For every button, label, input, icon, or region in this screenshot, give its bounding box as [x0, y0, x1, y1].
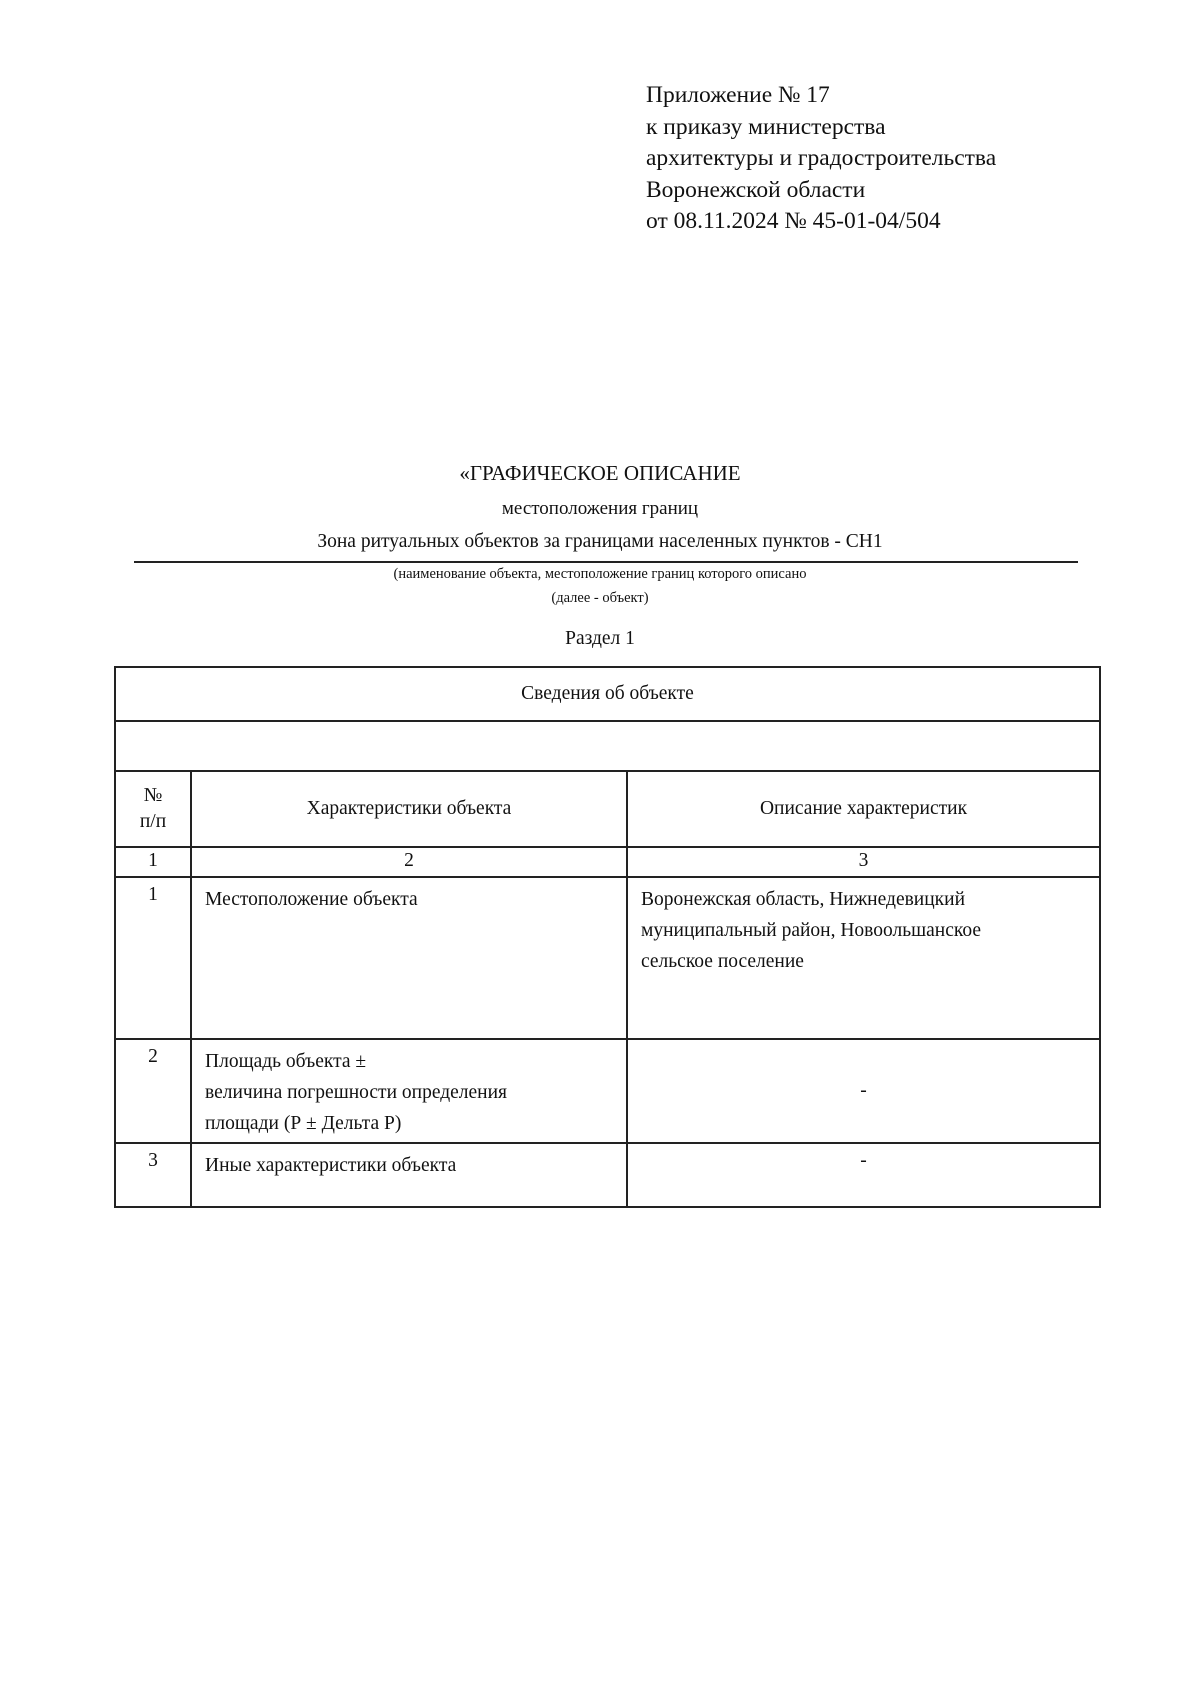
appendix-line: от 08.11.2024 № 45-01-04/504 — [646, 208, 941, 234]
table-row — [115, 1039, 1100, 1143]
row-characteristic — [191, 877, 627, 1039]
row-number: 2 — [115, 1039, 191, 1143]
appendix-line: Воронежской области — [646, 176, 866, 203]
row-description: - — [627, 1143, 1100, 1207]
row-characteristic-line: Площадь объекта ± — [205, 1051, 367, 1072]
row-description: - — [627, 1039, 1100, 1143]
row-characteristic-line: величина погрешности определения — [205, 1082, 508, 1103]
row-characteristic-line: Местоположение объекта — [205, 889, 418, 910]
row-number: 3 — [115, 1143, 191, 1207]
object-name-underline — [134, 561, 1078, 563]
document-title: «ГРАФИЧЕСКОЕ ОПИСАНИЕ — [459, 461, 741, 485]
column-header-description: Описание характеристик — [627, 771, 1100, 847]
column-header-number-abbr: п/п — [139, 811, 167, 832]
column-header-number-symbol: № — [143, 785, 163, 806]
row-description-line: сельское поселение — [641, 951, 804, 972]
object-name-caption: (наименование объекта, местоположение границ которого описано — [393, 566, 807, 582]
table-row — [115, 1143, 1100, 1207]
object-info-table — [114, 666, 1101, 1208]
table-header: Сведения об объекте — [115, 667, 1100, 721]
column-header-number — [115, 771, 191, 847]
section-label: Раздел 1 — [565, 628, 635, 649]
row-description-line: муниципальный район, Новоольшанское — [641, 920, 982, 941]
row-characteristic — [191, 1039, 627, 1143]
appendix-line: Приложение № 17 — [646, 82, 830, 108]
document-subtitle: местоположения границ — [501, 498, 699, 519]
row-characteristic-line: Иные характеристики объекта — [205, 1155, 457, 1176]
column-number: 1 — [115, 847, 191, 877]
object-name: Зона ритуальных объектов за границами населенных пунктов - СН1 — [317, 531, 883, 552]
row-number: 1 — [115, 877, 191, 1039]
row-characteristic-line: площади (Р ± Дельта Р) — [205, 1113, 402, 1134]
object-name-caption-2: (далее - объект) — [551, 590, 649, 606]
column-number: 3 — [627, 847, 1100, 877]
table-row — [115, 877, 1100, 1039]
appendix-block — [646, 80, 1166, 238]
appendix-line: архитектуры и градостроительства — [646, 145, 997, 171]
appendix-line: к приказу министерства — [646, 113, 886, 140]
row-characteristic — [191, 1143, 627, 1207]
table-empty-row — [115, 721, 1100, 771]
column-number: 2 — [191, 847, 627, 877]
row-description-line: Воронежская область, Нижнедевицкий — [641, 889, 966, 910]
column-header-characteristics: Характеристики объекта — [191, 771, 627, 847]
row-description — [627, 877, 1100, 1039]
